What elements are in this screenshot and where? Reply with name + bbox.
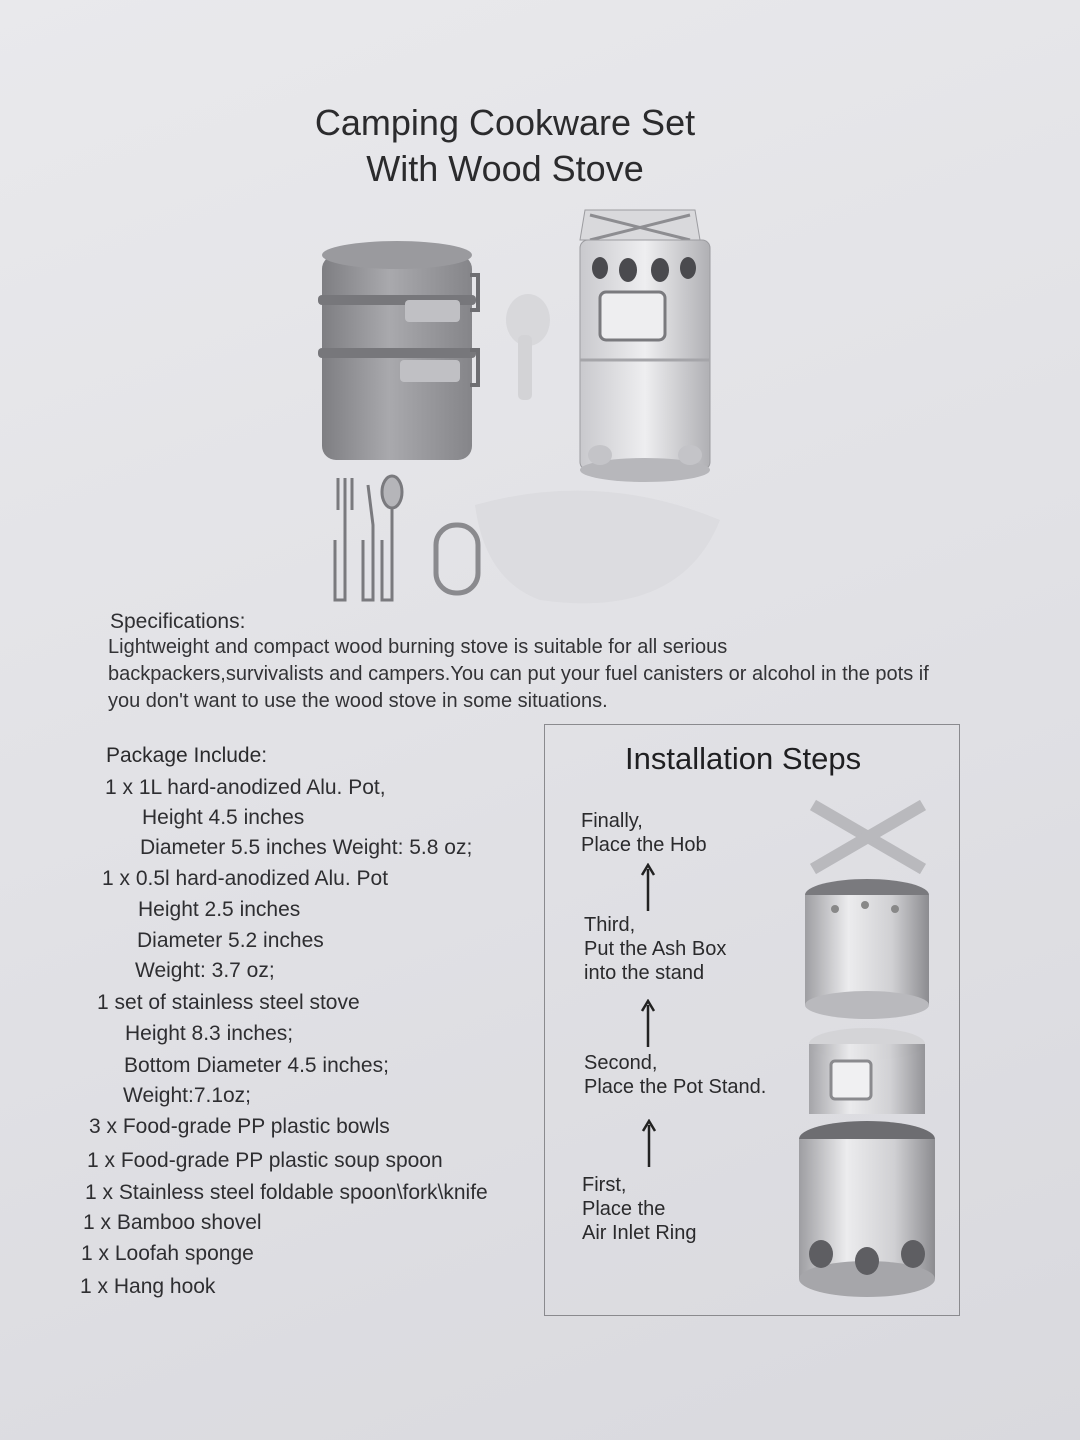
package-item: Height 8.3 inches; <box>125 1022 294 1045</box>
step-line: Third, <box>584 914 636 936</box>
wood-stove <box>580 210 710 482</box>
step-line: Place the Pot Stand. <box>584 1076 767 1098</box>
air-inlet-ring-part <box>799 1121 935 1297</box>
step-finally <box>581 809 707 857</box>
package-item: Diameter 5.2 inches <box>137 929 324 952</box>
step-line: Air Inlet Ring <box>582 1222 697 1244</box>
package-item: 1 x Bamboo shovel <box>83 1211 262 1234</box>
step-line: Place the <box>582 1198 666 1220</box>
package-item: 1 x 0.5l hard-anodized Alu. Pot <box>102 867 389 890</box>
step-line: Finally, <box>581 810 643 832</box>
step-line: Second, <box>584 1052 658 1074</box>
package-item: Diameter 5.5 inches Weight: 5.8 oz; <box>140 836 473 859</box>
package-item: Height 4.5 inches <box>142 806 305 829</box>
title-line-2: With Wood Stove <box>366 148 644 189</box>
arrow-up-icon <box>638 999 658 1047</box>
package-item: Weight:7.1oz; <box>123 1084 252 1107</box>
hob-part <box>813 805 923 869</box>
stove-assembly-diagram <box>795 799 955 1309</box>
document-title <box>0 100 1010 192</box>
step-line: Place the Hob <box>581 834 707 856</box>
pot-set <box>318 241 478 460</box>
package-item: 1 x Food-grade PP plastic soup spoon <box>87 1149 443 1172</box>
package-heading: Package Include: <box>106 744 268 767</box>
package-item: 1 x Loofah sponge <box>81 1242 254 1265</box>
package-item: 3 x Food-grade PP plastic bowls <box>89 1115 390 1138</box>
specifications-text: Lightweight and compact wood burning stove is suitable for all serious backpackers,survivalists and campers.You can put your fuel canisters or alcohol in the pots if you don't want to use the wood stove in some situations. <box>108 636 929 712</box>
step-second <box>584 1051 766 1099</box>
product-photo <box>300 200 740 610</box>
ash-box-part <box>805 879 929 1019</box>
package-item: 1 x 1L hard-anodized Alu. Pot, <box>105 776 386 799</box>
arrow-up-icon <box>638 863 658 911</box>
specifications-heading: Specifications: <box>110 610 246 633</box>
package-item: Weight: 3.7 oz; <box>135 959 275 982</box>
installation-steps-box <box>544 724 960 1316</box>
package-item: 1 set of stainless steel stove <box>97 991 360 1014</box>
package-item: 1 x Stainless steel foldable spoon\fork\knife <box>85 1181 488 1204</box>
arrow-up-icon <box>639 1119 659 1167</box>
plastic-bowls <box>475 491 720 604</box>
title-line-1: Camping Cookware Set <box>314 102 696 143</box>
step-line: Put the Ash Box <box>584 938 727 960</box>
package-item: Height 2.5 inches <box>138 898 301 921</box>
step-line: First, <box>582 1174 627 1196</box>
step-first <box>582 1173 697 1245</box>
package-item: 1 x Hang hook <box>80 1275 216 1298</box>
pot-stand-part <box>809 1028 925 1114</box>
step-line: into the stand <box>584 962 705 984</box>
foldable-cutlery <box>335 476 402 600</box>
hang-hook <box>436 525 478 593</box>
package-item: Bottom Diameter 4.5 inches; <box>124 1054 389 1077</box>
installation-title: Installation Steps <box>625 741 862 776</box>
bamboo-shovel <box>506 294 550 400</box>
step-third <box>584 913 726 985</box>
